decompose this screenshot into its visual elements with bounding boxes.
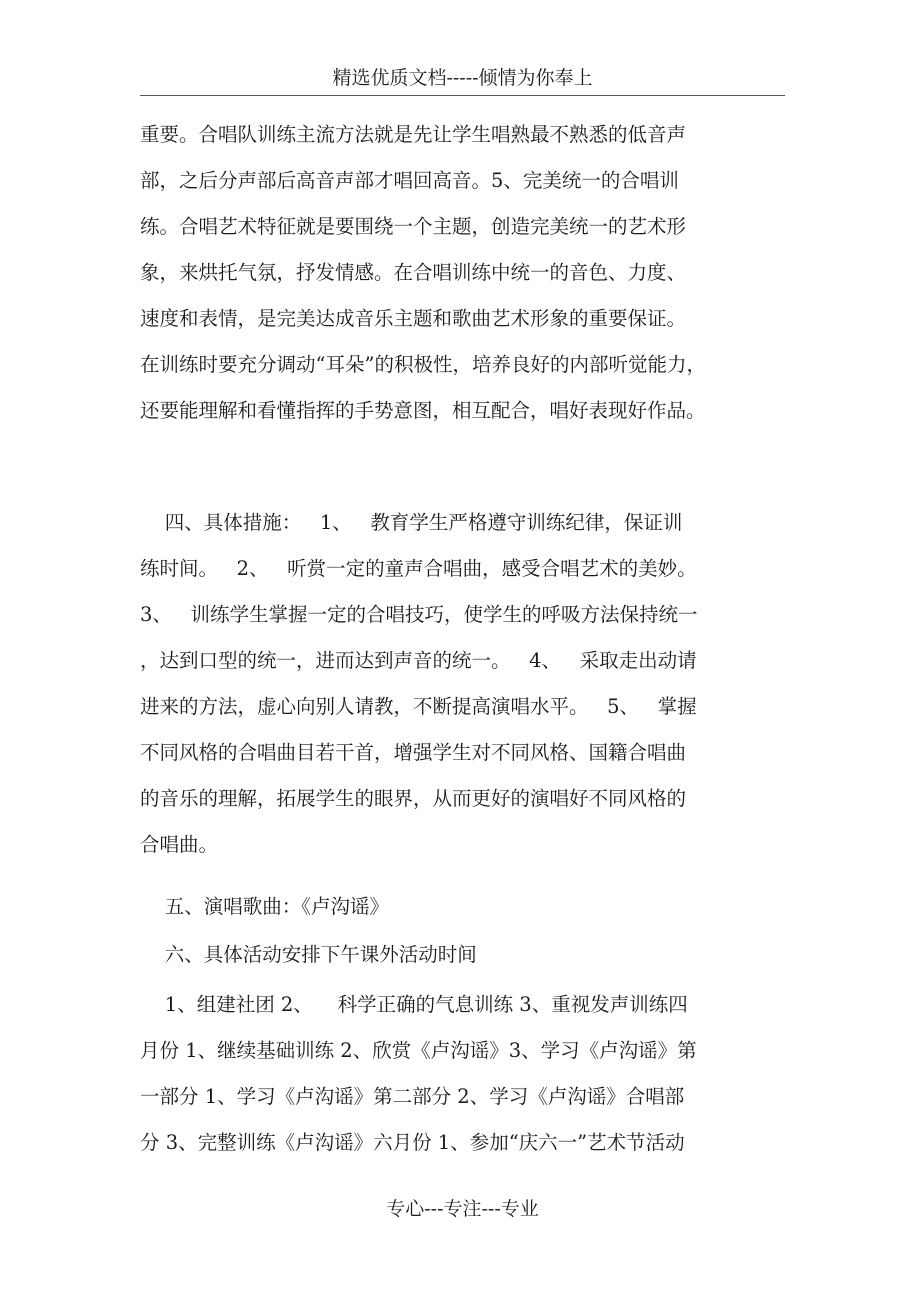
body-line: 重要。合唱队训练主流方法就是先让学生唱熟最不熟悉的低音声 bbox=[140, 123, 687, 146]
section-heading-schedule: 六、具体活动安排下午课外活动时间 bbox=[140, 943, 477, 966]
body-line: 在训练时要充分调动“耳朵”的积极性，培养良好的内部听觉能力， bbox=[140, 353, 706, 376]
body-line: 练时间。 2、 听赏一定的童声合唱曲，感受合唱艺术的美妙。 bbox=[140, 557, 697, 580]
header-divider bbox=[140, 95, 785, 96]
body-line: 3、 训练学生掌握一定的合唱技巧，使学生的呼吸方法保持统一 bbox=[140, 603, 698, 626]
body-line: 合唱曲。 bbox=[140, 833, 219, 856]
section-heading-songs: 五、演唱歌曲：《卢沟谣》 bbox=[140, 895, 390, 918]
page-header: 精选优质文档-----倾情为你奉上 bbox=[332, 67, 593, 89]
body-line: 不同风格的合唱曲目若干首，增强学生对不同风格、国籍合唱曲 bbox=[140, 741, 687, 764]
body-line: 分 3、完整训练《卢沟谣》六月份 1、参加“庆六一”艺术节活动 bbox=[140, 1131, 685, 1154]
body-line: 进来的方法，虚心向别人请教，不断提高演唱水平。 5、 掌握 bbox=[140, 695, 697, 718]
body-line: 一部分 1、学习《卢沟谣》第二部分 2、学习《卢沟谣》合唱部 bbox=[140, 1085, 685, 1108]
body-line: ，达到口型的统一，进而达到声音的统一。 4、 采取走出动请 bbox=[140, 649, 697, 672]
body-line: 练。合唱艺术特征就是要围绕一个主题，创造完美统一的艺术形 bbox=[140, 215, 687, 238]
body-line: 象，来烘托气氛，抒发情感。在合唱训练中统一的音色、力度、 bbox=[140, 261, 687, 284]
body-line: 1、组建社团 2、 科学正确的气息训练 3、重视发声训练四 bbox=[140, 993, 688, 1016]
page-footer: 专心---专注---专业 bbox=[386, 1198, 539, 1220]
body-line: 还要能理解和看懂指挥的手势意图，相互配合，唱好表现好作品。 bbox=[140, 399, 706, 422]
body-line: 速度和表情，是完美达成音乐主题和歌曲艺术形象的重要保证。 bbox=[140, 307, 687, 330]
body-line: 四、具体措施： 1、 教育学生严格遵守训练纪律，保证训 bbox=[140, 511, 683, 534]
body-line: 部，之后分声部后高音声部才唱回高音。5、完美统一的合唱训 bbox=[140, 169, 679, 192]
body-line: 的音乐的理解，拓展学生的眼界，从而更好的演唱好不同风格的 bbox=[140, 787, 687, 810]
body-line: 月份 1、继续基础训练 2、欣赏《卢沟谣》3、学习《卢沟谣》第 bbox=[140, 1039, 697, 1062]
